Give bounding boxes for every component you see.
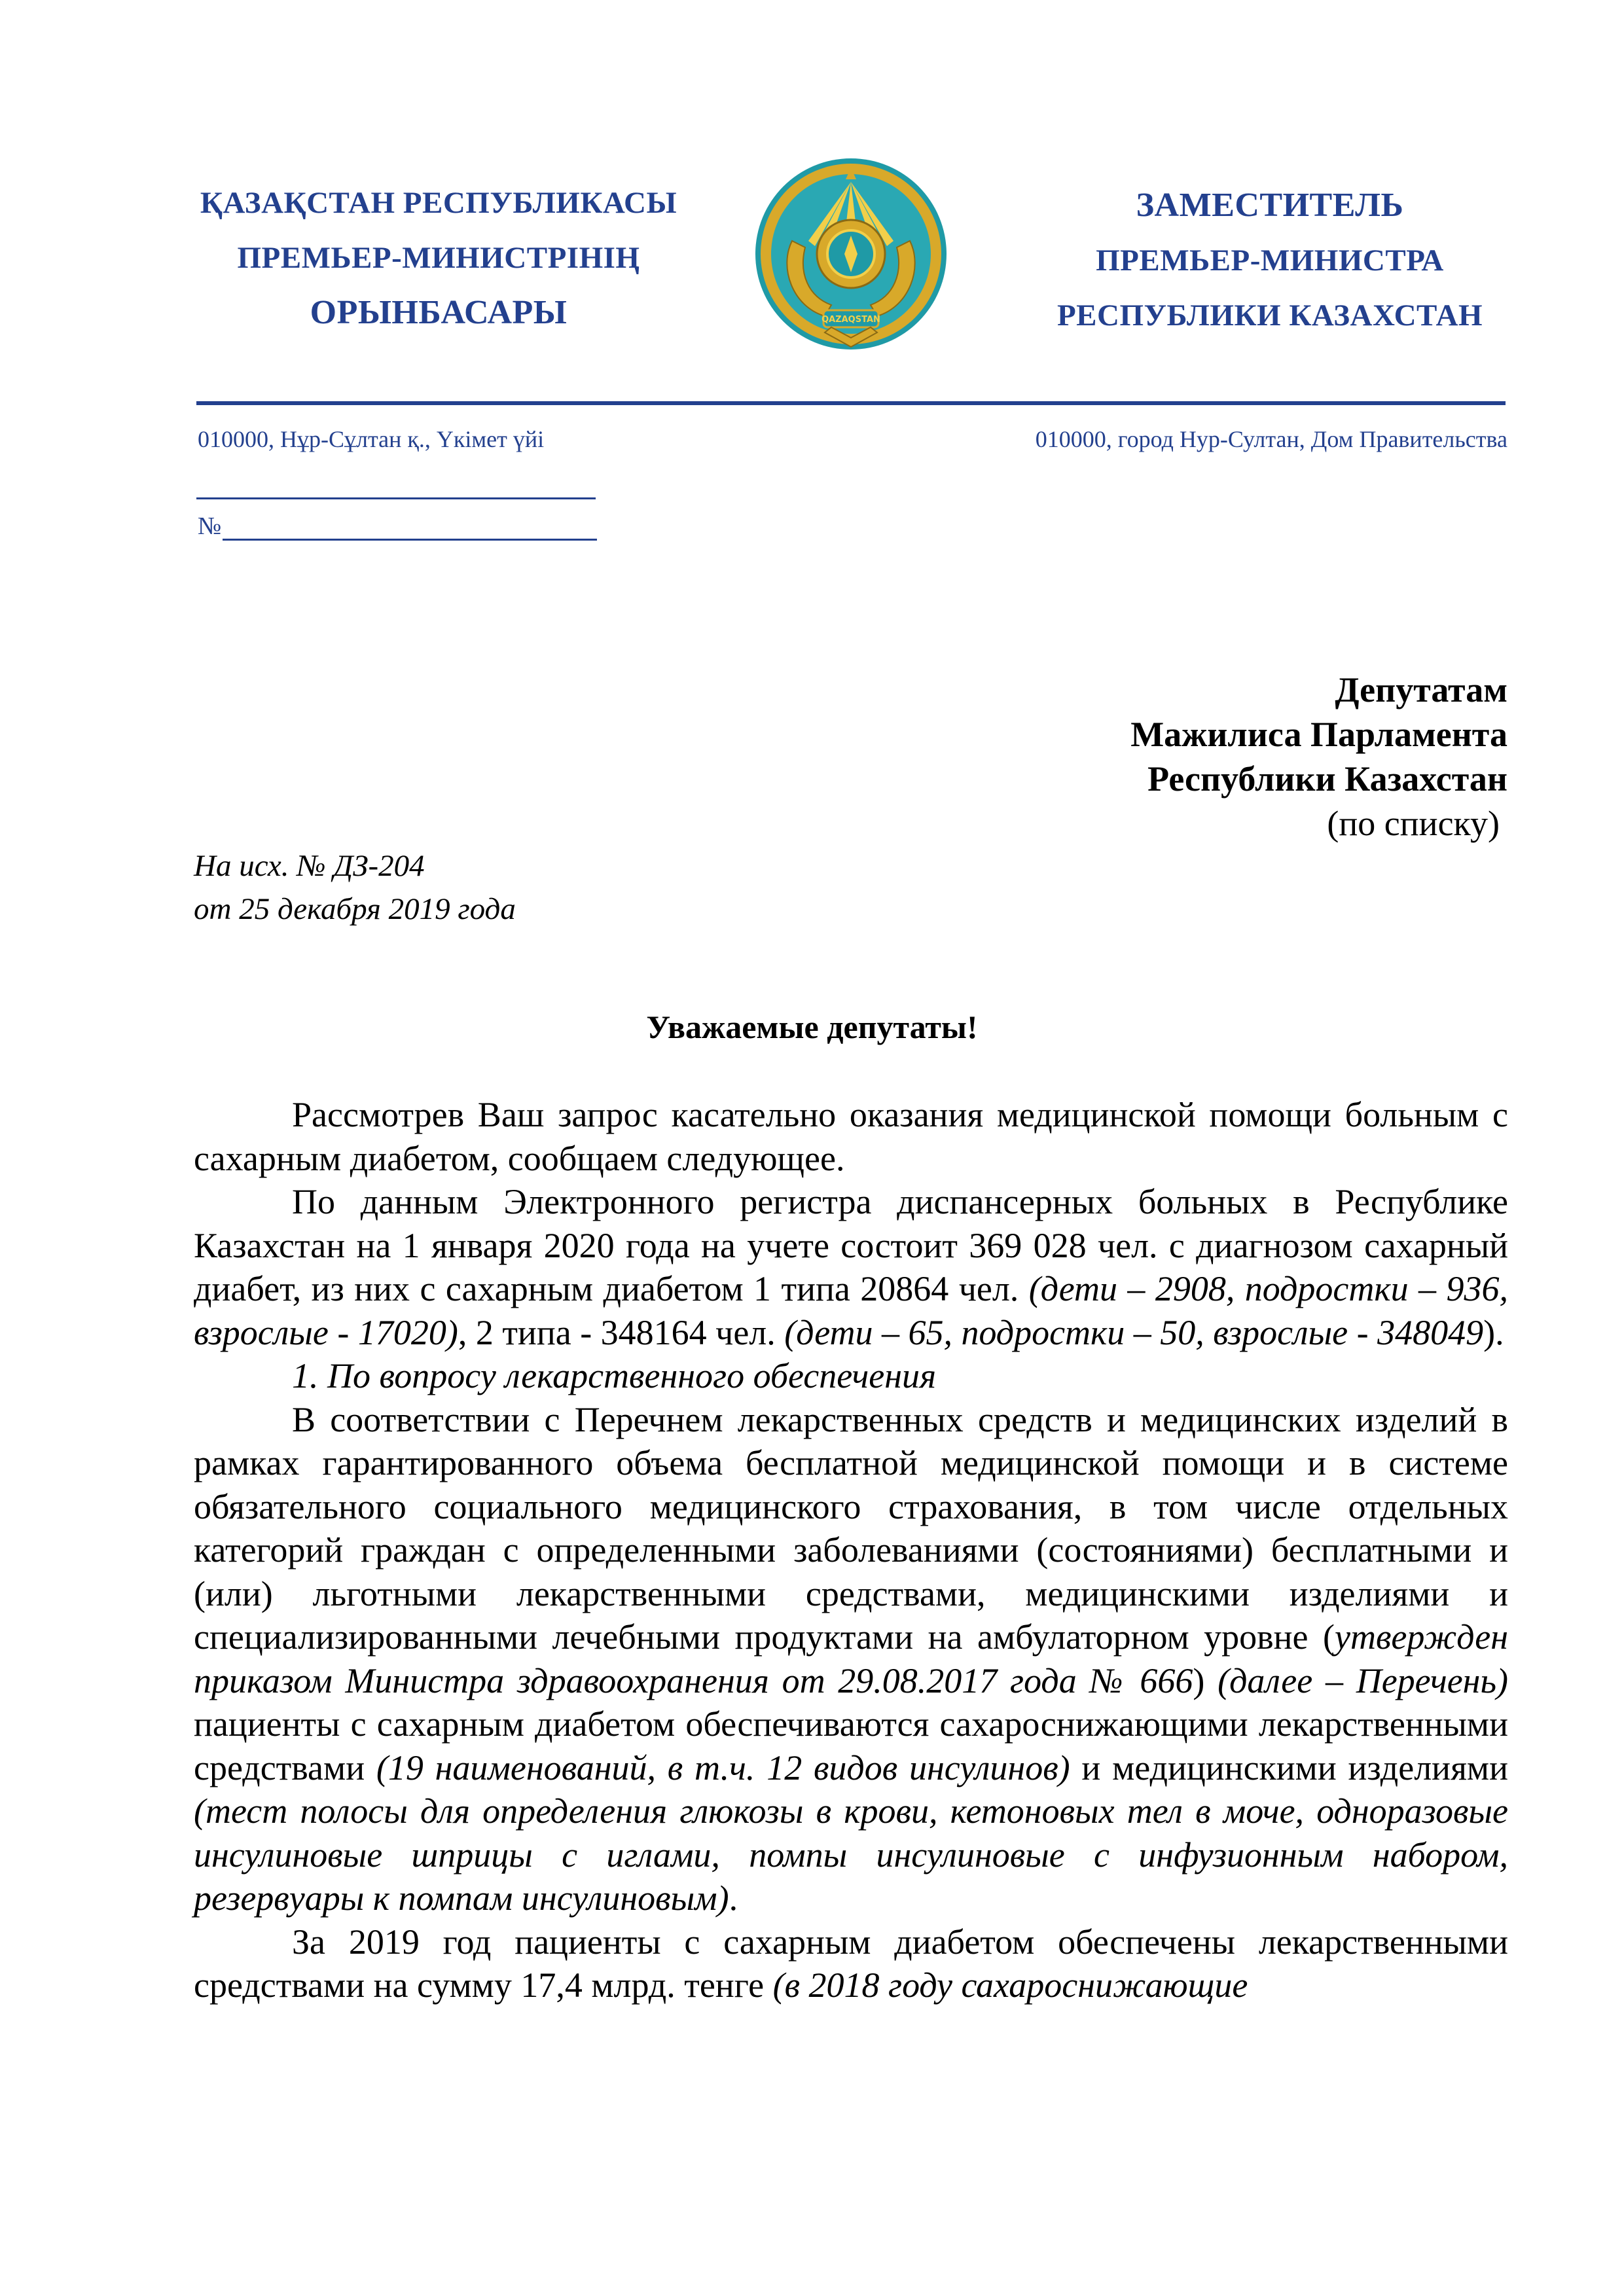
reference-block (194, 844, 516, 931)
paragraph-2 (194, 1180, 1508, 1354)
header-kazakh-title (190, 175, 687, 340)
recipient-note: (по списку) (1327, 804, 1500, 843)
section-heading-1 (194, 1354, 1508, 1398)
header-kazakh-line-2: ПРЕМЬЕР-МИНИСТРІНІҢ (237, 241, 640, 275)
letter-body (194, 1093, 1508, 2007)
p4-text-a: В соответствии с Перечнем лекарственных средств и медицинских изделий в рамках гарантированного объема бесплатной медицинской помощи и в системе обязательного социального медицинского страхования, в том числе отдельных категорий граждан с определенными заболеваниями (состояниями) бесплатными и (или) льготными лекарственными средствами, медицинскими изделиями и специализированными лечебными продуктами на амбулаторном уровне ( (194, 1399, 1508, 1657)
p2-text-c: , 2 типа - 348164 чел. (458, 1312, 785, 1352)
outgoing-number-field (196, 512, 597, 541)
p4-drug-count: (19 наименований, в т.ч. 12 видов инсулинов) (376, 1748, 1070, 1787)
header-russian-line-2: ПРЕМЬЕР-МИНИСТРА (1096, 243, 1444, 278)
state-emblem-icon (753, 156, 949, 352)
header-kazakh-line-1: ҚАЗАҚСТАН РЕСПУБЛИКАСЫ (200, 186, 677, 220)
p4-text-i: . (729, 1878, 738, 1918)
reference-date: от 25 декабря 2019 года (194, 892, 516, 926)
recipient-line-1: Депутатам (1335, 670, 1507, 709)
address-kazakh: 010000, Нұр-Сұлтан қ., Үкімет үйі (198, 426, 545, 452)
paragraph-1: Рассмотрев Ваш запрос касательно оказания медицинской помощи больным с сахарным диабетом, сообщаем следующее. (194, 1095, 1508, 1178)
recipient-line-3: Республики Казахстан (1147, 759, 1507, 798)
header-russian-line-3: РЕСПУБЛИКИ КАЗАХСТАН (1056, 298, 1483, 332)
number-blank-line (223, 539, 597, 541)
p5-text-a: За 2019 год пациенты с сахарным диабетом обеспечены лекарственными средствами на сумму 17,4 млрд. тенге (194, 1922, 1508, 2005)
p4-text-c: ) (1193, 1660, 1218, 1700)
header-russian-line-1: ЗАМЕСТИТЕЛЬ (1136, 187, 1404, 224)
salutation: Уважаемые депутаты! (646, 1009, 978, 1045)
reference-number: На исх. № ДЗ-204 (194, 849, 425, 883)
p2-type1-breakdown: (дети – 2908, подростки – 936, взрослые - 17020) (194, 1269, 1508, 1352)
header-divider (196, 401, 1506, 405)
p4-text-g: и медицинскими изделиями (1070, 1748, 1508, 1787)
paragraph-5 (194, 1920, 1508, 2007)
p2-type2-breakdown: (дети – 65, подростки – 50, взрослые - 348049 (784, 1312, 1484, 1352)
paragraph-4 (194, 1398, 1508, 1920)
p2-text-e: ). (1483, 1312, 1504, 1352)
header-russian-title (1021, 178, 1519, 343)
p2-text-a: По данным Электронного регистра диспансерных больных в Республике Казахстан на 1 января 2020 года на учете состоит 369 028 чел. с диагнозом сахарный диабет, из них с сахарным диабетом 1 типа 20864 чел. (194, 1182, 1508, 1308)
header-kazakh-line-3: ОРЫНБАСАРЫ (310, 294, 568, 331)
p4-hereinafter: (далее – Перечень) (1218, 1660, 1509, 1700)
number-sign: № (198, 512, 222, 540)
recipient-block (1130, 668, 1507, 846)
address-russian: 010000, город Нур-Султан, Дом Правительства (1035, 426, 1507, 452)
p5-text-b: (в 2018 году сахароснижающие (772, 1965, 1248, 2005)
p4-device-list: (тест полосы для определения глюкозы в крови, кетоновых тел в моче, одноразовые инсулиновые шприцы с иглами, помпы инсулиновые с инфузионным набором, резервуары к помпам инсулиновым) (194, 1791, 1508, 1918)
p4-order-ref: утвержден приказом Министра здравоохранения от 29.08.2017 года № 666 (194, 1617, 1508, 1700)
recipient-line-2: Мажилиса Парламента (1130, 715, 1507, 754)
date-blank-line (196, 497, 596, 499)
p4-text-e: пациенты с сахарным диабетом обеспечиваются сахароснижающими лекарственными средствами (194, 1704, 1508, 1787)
emblem-text: QAZAQSTAN (821, 315, 880, 325)
section-heading-text: 1. По вопросу лекарственного обеспечения (292, 1356, 937, 1395)
